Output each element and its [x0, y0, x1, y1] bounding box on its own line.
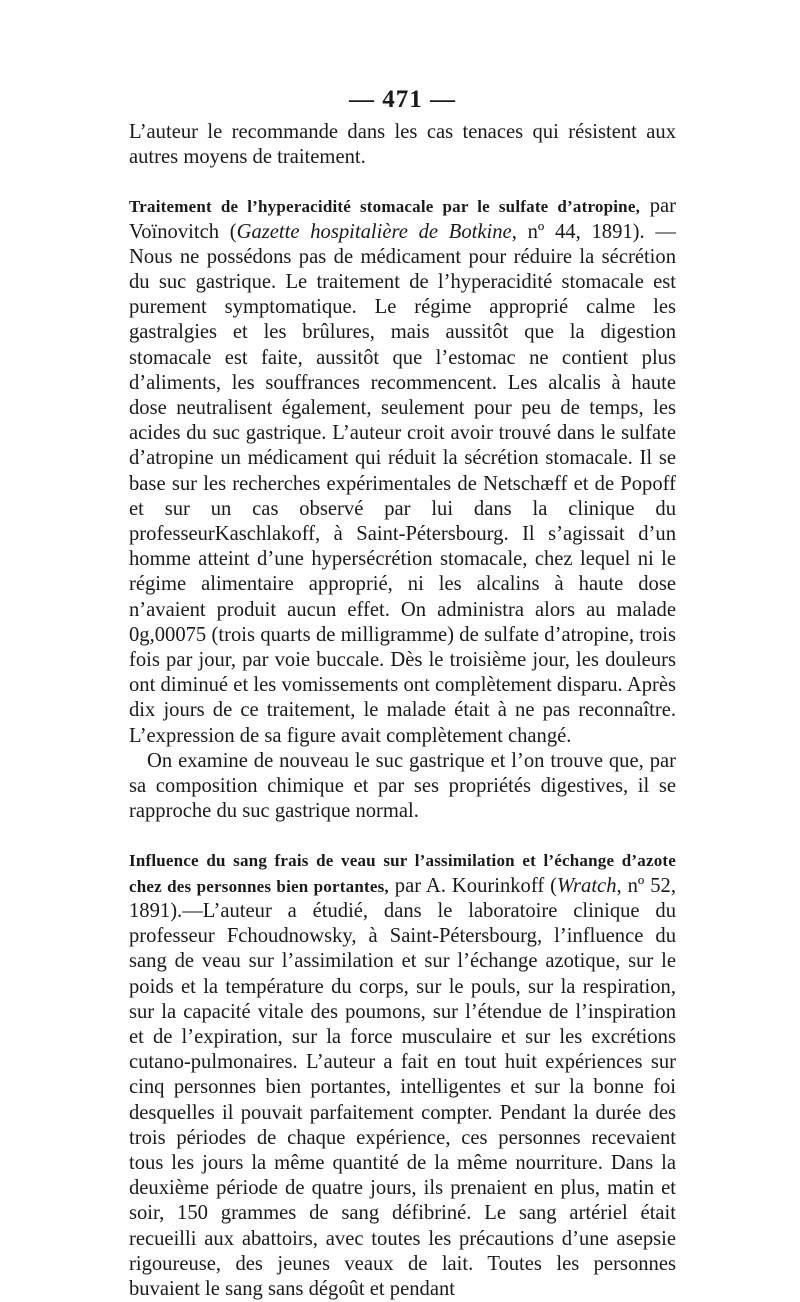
page-number: — 471 — [349, 86, 456, 113]
article-sang-veau-journal: Wratch [557, 874, 617, 897]
article-atropine-body-continued: On examine de nouveau le suc gastrique et l’on trouve que, par sa composition chimique et par ses propriétés digestives, il se rapproche du suc gastrique normal. [129, 749, 676, 823]
article-sang-veau-heading: Influence du sang frais de veau sur l’assimilation et l’échange d’azote chez des personnes bien portantes, [129, 851, 676, 896]
article-atropine [129, 194, 676, 748]
article-sang-veau-citation: , nº 52, 1891). [129, 874, 676, 922]
article-atropine-author: par Voïnovitch ( [129, 195, 676, 243]
book-page [129, 86, 676, 1302]
article-atropine-journal: Gazette hospitalière de Botkine [236, 220, 512, 243]
article-atropine-heading: Traitement de l’hyperacidité stomacale par le sulfate d’atropine, [129, 197, 641, 217]
article-sang-veau-body: —L’auteur a étudié, dans le laboratoire clinique du professeur Fchoudnowsky, à Saint-Pétersbourg, l’influence du sang de veau sur l’assimilation et sur l’échange azotique, sur le poids et la température du corps, sur le pouls, sur la respiration, sur la capacité vitale des poumons, sur l’étendue de l’inspiration et de l’expiration, sur la force musculaire et sur les excrétions cutano-pulmonaires. L’auteur a fait en tout huit expériences sur cinq personnes bien portantes, intelligentes et sur la bonne foi desquelles il pouvait parfaitement compter. Pendant la durée des trois périodes de chaque expérience, ces personnes recevaient tous les jours la même quantité de la même nourriture. Dans la deuxième période de quatre jours, ils prenaient en plus, matin et soir, 150 grammes de sang défibriné. Le sang artériel était recueilli aux abattoirs, avec toutes les précautions d’une asepsie rigoureuse, des jeunes veaux de lait. Toutes les personnes buvaient le sang sans dégoût et pendant [129, 899, 676, 1300]
article-atropine-body: — Nous ne possédons pas de médicament pour réduire la sécrétion du suc gastrique. Le traitement de l’hyperacidité stomacale est purement symptomatique. Le régime approprié calme les gastralgies et les brûlures, mais aussitôt que la digestion stomacale est faite, aussitôt que l’estomac ne contient plus d’aliments, les souffrances recommencent. Les alcalis à haute dose neutralisent également, seulement pour peu de temps, les acides du suc gastrique. L’auteur croit avoir trouvé dans le sulfate d’atropine un médicament qui réduit la sécrétion stomacale. Il se base sur les recherches expérimentales de Netschæff et de Popoff et sur un cas observé par lui dans la clinique du professeurKaschlakoff, à Saint-Pétersbourg. Il s’agissait d’un homme atteint d’une hypersécrétion stomacale, chez lequel ni le régime alimentaire approprié, ni les alcalins à haute dose n’avaient produit aucun effet. On administra alors au malade 0g,00075 (trois quarts de milligramme) de sulfate d’atropine, trois fois par jour, par voie buccale. Dès le troisième jour, les douleurs ont diminué et les vomissements ont complètement disparu. Après dix jours de ce traitement, le malade était à ne pas reconnaître. L’expression de sa figure avait complètement changé. [129, 220, 677, 747]
article-atropine-citation: , nº 44, 1891). [511, 220, 645, 243]
article-sang-veau-author: par A. Kourinkoff ( [388, 874, 557, 897]
intro-paragraph: L’auteur le recommande dans les cas tenaces qui résistent aux autres moyens de traitement. [129, 121, 676, 169]
article-sang-veau [129, 848, 676, 1302]
